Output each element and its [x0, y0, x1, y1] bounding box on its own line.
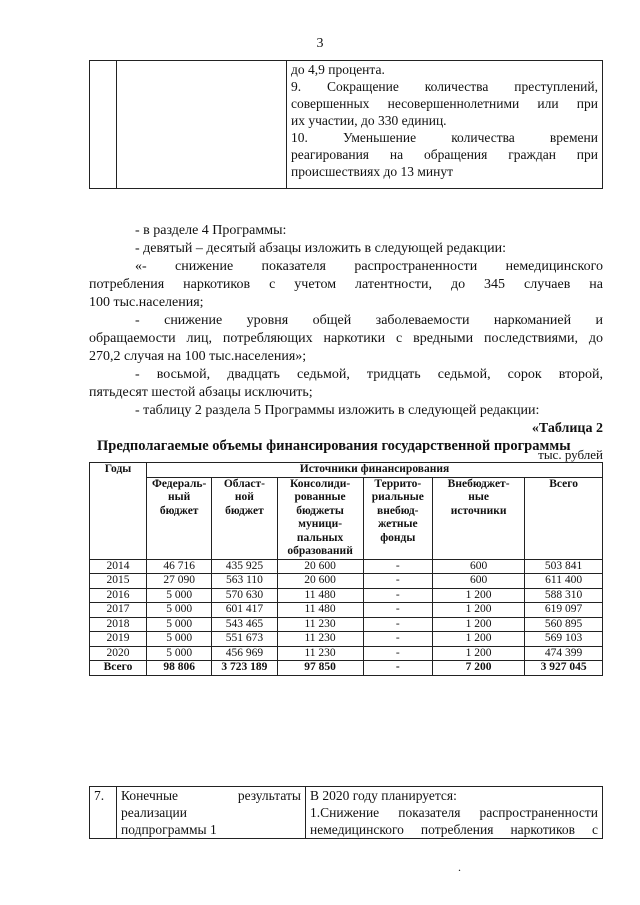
top-line-4: их участии, до 330 единиц.	[291, 113, 447, 128]
table-units: тыс. рублей	[538, 447, 603, 462]
fin-cell-value: 551 673	[212, 632, 277, 647]
bottom-table-left	[117, 787, 306, 839]
bottom-left-line-3: подпрограммы 1	[121, 822, 217, 837]
footer-mark: .	[458, 860, 461, 874]
fin-header-col-4-line: жетные	[377, 518, 418, 530]
fin-cell-value: 600	[433, 559, 525, 574]
fin-cell-value: 560 895	[525, 617, 603, 632]
text-line-5: 100 тыс.населения;	[89, 295, 204, 310]
fin-header-col-4-line: Террито-	[374, 477, 422, 490]
fin-cell-value: 569 103	[525, 632, 603, 647]
table-label: «Таблица 2	[531, 421, 603, 436]
fin-header-col-5-line: Внебюджет-	[447, 477, 510, 490]
text-line-2: - девятый – десятый абзацы изложить в следующей редакции:	[135, 241, 506, 256]
fin-cell-value: 11 230	[277, 632, 363, 647]
fin-header-col-1	[147, 477, 212, 559]
fin-header-col-1-line: бюджет	[159, 504, 199, 517]
fin-header-sources: Источники финансирования	[147, 463, 603, 478]
fin-cell-value: 611 400	[525, 574, 603, 589]
fin-header-col-3-line: образований	[287, 545, 353, 557]
fin-table-row	[90, 632, 603, 647]
fin-header-col-1-line: Федераль-	[151, 477, 207, 490]
fin-cell-value: 20 600	[277, 574, 363, 589]
fin-cell-value: 1 200	[433, 632, 525, 647]
fin-header-col-3-line: пальных	[296, 531, 344, 544]
fin-header-col-3-line: Консолиди-	[289, 477, 351, 490]
fin-cell-value: 7 200	[433, 661, 525, 676]
bottom-table-num: 7.	[90, 787, 117, 839]
fin-header-col-6-line: Всего	[549, 477, 578, 490]
fin-header-col-3-line: рованные	[294, 491, 346, 503]
top-table-cell-text	[287, 61, 603, 189]
fin-cell-value: 11 230	[277, 646, 363, 661]
fin-table-row	[90, 574, 603, 589]
fin-header-col-5	[433, 477, 525, 559]
page-number: 3	[316, 36, 324, 51]
text-line-6: - снижение уровня общей заболеваемости наркоманией и	[135, 313, 603, 328]
fin-cell-value: 97 850	[277, 661, 363, 676]
bottom-left-line-1: Конечные результаты	[121, 788, 301, 803]
bottom-right-line-3: немедицинского потребления наркотиков с	[310, 822, 598, 837]
fin-header-col-4-line: внебюд-	[377, 504, 419, 517]
fin-cell-value: -	[363, 617, 432, 632]
fin-cell-year: 2014	[90, 559, 147, 574]
fin-cell-value: 456 969	[212, 646, 277, 661]
fin-header-col-2	[212, 477, 277, 559]
top-line-1: до 4,9 процента.	[291, 62, 385, 77]
fin-cell-year: 2015	[90, 574, 147, 589]
fin-cell-year: 2018	[90, 617, 147, 632]
fin-header-col-3-line: муници-	[298, 518, 343, 530]
fin-table-row	[90, 617, 603, 632]
fin-cell-value: 11 480	[277, 603, 363, 618]
top-table	[89, 60, 603, 189]
top-line-7: происшествиях до 13 минут	[291, 164, 453, 179]
fin-cell-value: 98 806	[147, 661, 212, 676]
fin-cell-value: 27 090	[147, 574, 212, 589]
text-line-1: - в разделе 4 Программы:	[135, 223, 287, 238]
fin-cell-value: 600	[433, 574, 525, 589]
fin-cell-value: 20 600	[277, 559, 363, 574]
top-table-cell-num	[90, 61, 117, 189]
top-line-6: реагирования на обращения граждан при	[291, 147, 598, 162]
text-line-3: «- снижение показателя распространенности немедицинского	[135, 259, 603, 274]
fin-header-col-3	[277, 477, 363, 559]
fin-cell-value: 5 000	[147, 646, 212, 661]
fin-cell-value: 619 097	[525, 603, 603, 618]
fin-header-col-5-line: ные	[468, 491, 489, 503]
fin-table-row	[90, 588, 603, 603]
fin-subheader-row	[90, 477, 603, 559]
fin-cell-value: 570 630	[212, 588, 277, 603]
fin-cell-year: 2016	[90, 588, 147, 603]
text-line-7: обращаемости лиц, потребляющих наркотики с вредными последствиями, до	[89, 331, 603, 346]
table-title: Предполагаемые объемы финансирования государственной программы	[97, 438, 571, 454]
text-line-11: - таблицу 2 раздела 5 Программы изложить в следующей редакции:	[135, 403, 540, 418]
fin-cell-value: 543 465	[212, 617, 277, 632]
fin-header-col-2-line: ной	[234, 491, 254, 503]
fin-cell-value: 503 841	[525, 559, 603, 574]
fin-cell-value: 1 200	[433, 588, 525, 603]
top-line-5: 10. Уменьшение количества времени	[291, 130, 598, 145]
text-line-4: потребления наркотиков с учетом латентности, до 345 случаев на	[89, 277, 603, 292]
bottom-table-right	[306, 787, 603, 839]
fin-header-col-4-line: фонды	[380, 531, 416, 544]
fin-table-row	[90, 559, 603, 574]
top-table-cell-left	[117, 61, 287, 189]
fin-cell-value: -	[363, 559, 432, 574]
fin-header-col-2-line: Област-	[223, 477, 266, 490]
fin-cell-value: 5 000	[147, 617, 212, 632]
fin-cell-value: 1 200	[433, 646, 525, 661]
fin-header-col-2-line: бюджет	[225, 504, 264, 517]
fin-table-total-row	[90, 661, 603, 676]
fin-cell-value: 5 000	[147, 603, 212, 618]
fin-header-col-6	[525, 477, 603, 559]
fin-header-col-1-line: ный	[168, 491, 191, 503]
fin-cell-value: -	[363, 588, 432, 603]
text-line-9: - восьмой, двадцать седьмой, тридцать седьмой, сорок второй,	[135, 367, 603, 382]
bottom-right-line-1: В 2020 году планируется:	[310, 788, 457, 803]
fin-header-years: Годы	[90, 463, 147, 560]
fin-cell-value: -	[363, 646, 432, 661]
fin-cell-value: 5 000	[147, 632, 212, 647]
fin-cell-value: 1 200	[433, 617, 525, 632]
fin-cell-value: 563 110	[212, 574, 277, 589]
fin-cell-value: 435 925	[212, 559, 277, 574]
fin-cell-value: 46 716	[147, 559, 212, 574]
fin-cell-value: 11 230	[277, 617, 363, 632]
fin-cell-value: -	[363, 574, 432, 589]
fin-cell-value: 11 480	[277, 588, 363, 603]
text-line-8: 270,2 случая на 100 тыс.населения»;	[89, 349, 307, 364]
fin-cell-value: 3 927 045	[525, 661, 603, 676]
fin-cell-value: 1 200	[433, 603, 525, 618]
bottom-table	[89, 786, 603, 839]
fin-header-col-5-line: источники	[450, 504, 507, 517]
top-line-2: 9. Сокращение количества преступлений,	[291, 79, 598, 94]
bottom-right-line-2: 1.Снижение показателя распространенности	[310, 805, 598, 820]
top-line-3: совершенных несовершеннолетними или при	[291, 96, 598, 111]
text-line-10: пятьдесят шестой абзацы исключить;	[89, 385, 313, 400]
fin-cell-value: 601 417	[212, 603, 277, 618]
fin-header-col-4-line: риальные	[371, 491, 424, 503]
fin-cell-year: 2017	[90, 603, 147, 618]
fin-table-row	[90, 603, 603, 618]
fin-cell-year: 2020	[90, 646, 147, 661]
fin-cell-value: 5 000	[147, 588, 212, 603]
fin-cell-value: -	[363, 661, 432, 676]
bottom-left-line-2: реализации	[121, 805, 187, 820]
fin-table-row	[90, 646, 603, 661]
fin-header-col-4	[363, 477, 432, 559]
fin-cell-value: 474 399	[525, 646, 603, 661]
fin-cell-year: Всего	[90, 661, 147, 676]
fin-cell-value: 3 723 189	[212, 661, 277, 676]
fin-cell-value: -	[363, 603, 432, 618]
fin-cell-year: 2019	[90, 632, 147, 647]
financing-table	[89, 462, 603, 676]
fin-cell-value: -	[363, 632, 432, 647]
fin-header-col-3-line: бюджеты	[296, 504, 344, 517]
fin-cell-value: 588 310	[525, 588, 603, 603]
